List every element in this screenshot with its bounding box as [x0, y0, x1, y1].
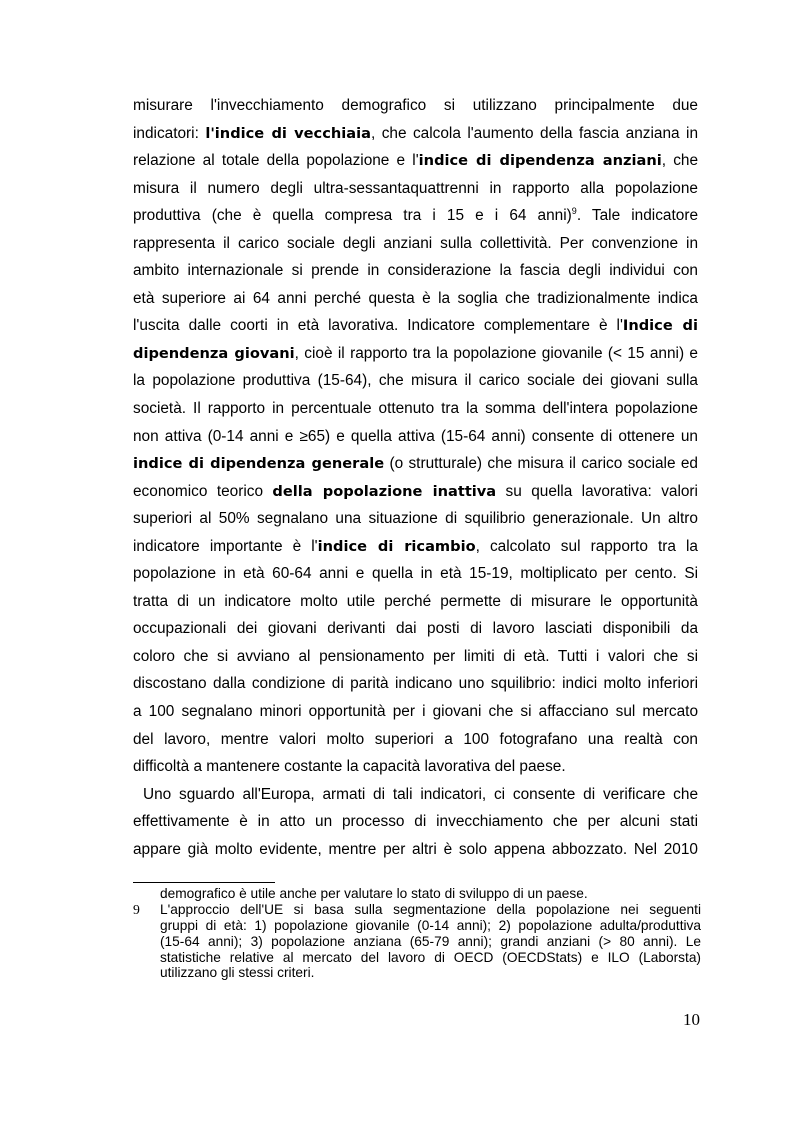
text-line: ambito internazionale si prende in considerazione la fascia degli individui con [133, 262, 698, 280]
text-line: tratta di un indicatore molto utile perché permette di misurare le opportunità [133, 592, 698, 610]
footnotes [133, 886, 701, 981]
text-line: l'uscita dalle coorti in età lavorativa. Indicatore complementare è l'Indice di [133, 317, 698, 335]
term-dipendenza-anziani: indice di dipendenza anziani [418, 152, 662, 170]
text-line: Uno sguardo all'Europa, armati di tali indicatori, ci consente di verificare che [143, 785, 698, 803]
text-line: appare già molto evidente, mentre per altri è solo appena abbozzato. Nel 2010 [133, 840, 698, 858]
text-line: indicatore importante è l'indice di ricambio, calcolato sul rapporto tra la [133, 537, 698, 555]
footnote-ref[interactable]: 9 [571, 206, 577, 217]
text-line: produttiva (che è quella compresa tra i 15 e i 64 anni)$^9$. Tale indicatore [133, 206, 698, 225]
footnote-line: (15-64 anni); 3) popolazione anziana (65-79 anni); grandi anziani (> 80 anni). Le [160, 933, 701, 949]
text-line: non attiva (0-14 anni e ≥65) e quella attiva (15-64 anni) consente di ottenere un [133, 427, 698, 445]
text-line: dipendenza giovani, cioè il rapporto tra la popolazione giovanile (< 15 anni) e [133, 344, 698, 362]
text-line: del lavoro, mentre valori molto superiori a 100 fotografano una realtà con [133, 730, 698, 748]
text-line: relazione al totale della popolazione e l'indice di dipendenza anziani, che [133, 152, 699, 170]
footnote-line: statistiche relative al mercato del lavoro di OECD (OECDStats) e ILO (Laborsta) [160, 949, 701, 965]
term-dipendenza-giovani-cont: dipendenza giovani [133, 344, 295, 362]
term-popolazione-inattiva: della popolazione inattiva [272, 482, 497, 500]
term-indice-ricambio: indice di ricambio [317, 537, 476, 555]
footnote-continuation: demografico è utile anche per valutare lo stato di sviluppo di un paese. [160, 886, 588, 901]
term-indice-vecchiaia: l'indice di vecchiaia [205, 124, 371, 142]
term-dipendenza-giovani: Indice di [622, 317, 698, 335]
text-line: superiori al 50% segnalano una situazione di squilibrio generazionale. Un altro [133, 510, 698, 528]
text-line: popolazione in età 60-64 anni e quella in età 15-19, moltiplicato per cento. Si [133, 565, 698, 583]
text-line: indice di dipendenza generale (o strutturale) che misura il carico sociale ed [133, 455, 698, 473]
text-line: rappresenta il carico sociale degli anziani sulla collettività. Per convenzione in [133, 234, 698, 252]
text-line: misura il numero degli ultra-sessantaquattrenni in rapporto alla popolazione [133, 179, 698, 197]
text-line: coloro che si avviano al pensionamento per limiti di età. Tutti i valori che si [133, 647, 698, 665]
footnote-line: 9 L'approccio dell'UE si basa sulla segmentazione della popolazione nei seguenti [133, 901, 701, 917]
text-line: misurare l'invecchiamento demografico si utilizzano principalmente due [133, 97, 698, 114]
text-line: la popolazione produttiva (15-64), che misura il carico sociale dei giovani sulla [133, 372, 698, 390]
text-line: età superiore ai 64 anni perché questa è la soglia che tradizionalmente indica [133, 289, 698, 307]
text-line: a 100 segnalano minori opportunità per i giovani che si affacciano sul mercato [133, 703, 698, 721]
text-line: effettivamente è in atto un processo di invecchiamento che per alcuni stati [133, 813, 698, 831]
text-line: difficoltà a mantenere costante la capacità lavorativa del paese. [133, 758, 566, 776]
text-line: economico teorico della popolazione inattiva su quella lavorativa: valori [133, 482, 698, 500]
text-line: società. Il rapporto in percentuale ottenuto tra la somma dell'intera popolazione [133, 400, 698, 418]
footnote-line: utilizzano gli stessi criteri. [160, 965, 315, 981]
term-dipendenza-generale: indice di dipendenza generale [133, 455, 385, 473]
footnote-separator [133, 882, 275, 883]
footnote-line: gruppi di età: 1) popolazione giovanile (0-14 anni); 2) popolazione adulta/produttiva [160, 917, 701, 933]
body-paragraph [133, 92, 698, 863]
text-line: occupazionali dei giovani derivanti dai posti di lavoro lasciati disponibili da [133, 620, 698, 638]
footnote-number: 9 [133, 901, 140, 917]
text-line: discostano dalla condizione di parità indicano uno squilibrio: indici molto inferiori [133, 675, 698, 693]
text-line: indicatori: l'indice di vecchiaia, che calcola l'aumento della fascia anziana in [133, 124, 699, 142]
page-number: 10 [683, 1010, 700, 1029]
